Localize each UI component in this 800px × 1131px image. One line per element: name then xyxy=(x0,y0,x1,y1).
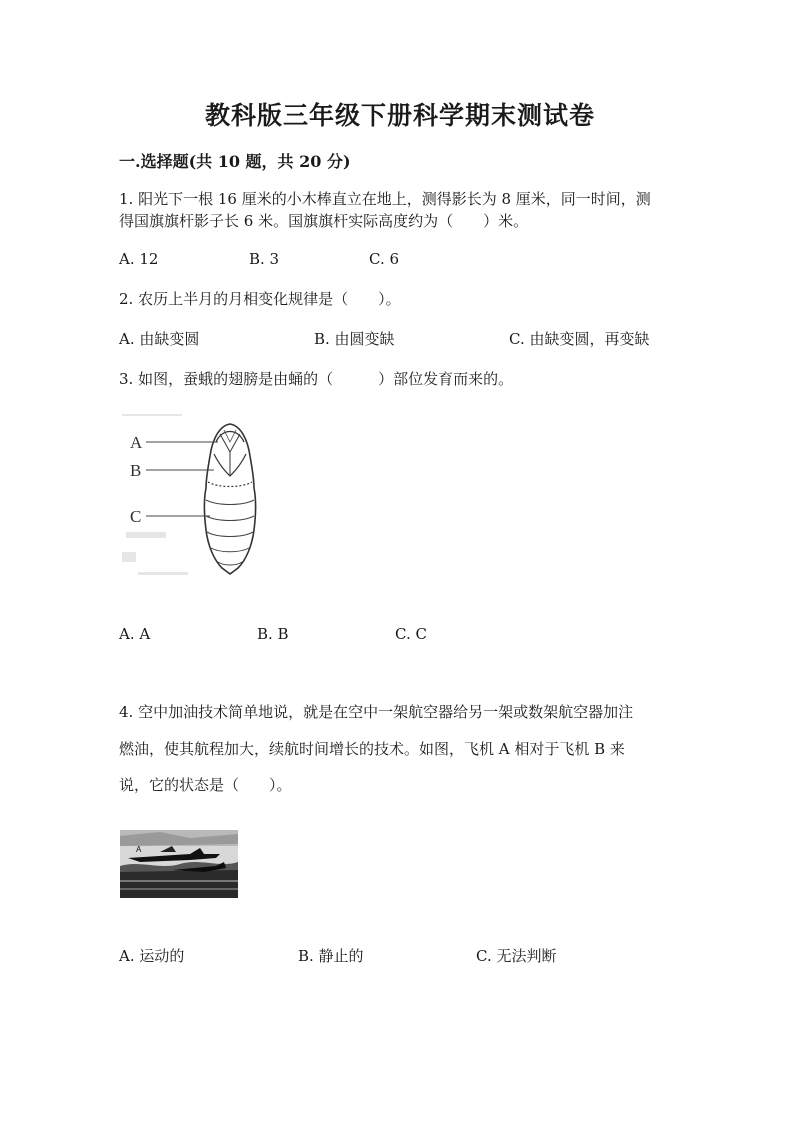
silkworm-pupa-figure xyxy=(118,412,288,584)
question-1-option-a: A. 12 xyxy=(119,250,159,268)
question-1-text-line-2: 得国旗旗杆影子长 6 米。国旗旗杆实际高度约为（ ）米。 xyxy=(119,212,529,230)
section-heading: 一.选择题(共 10 题，共 20 分) xyxy=(119,152,351,171)
question-2-text: 2. 农历上半月的月相变化规律是（ ）。 xyxy=(119,290,401,308)
question-1-text-line-1: 1. 阳光下一根 16 厘米的小木棒直立在地上，测得影长为 8 厘米，同一时间，测 xyxy=(119,190,651,208)
question-1-option-b: B. 3 xyxy=(249,250,280,268)
question-1-option-c: C. 6 xyxy=(369,250,400,268)
question-2-option-b: B. 由圆变缺 xyxy=(314,330,395,348)
question-4-text-line-2: 燃油，使其航程加大，续航时间增长的技术。如图，飞机 A 相对于飞机 B 来 xyxy=(119,740,625,758)
page-title: 教科版三年级下册科学期末测试卷 xyxy=(204,101,595,130)
question-4-option-c: C. 无法判断 xyxy=(476,947,557,965)
figure-label-b: B xyxy=(130,461,142,480)
question-2-option-c: C. 由缺变圆，再变缺 xyxy=(509,330,650,348)
figure-label-c: C xyxy=(130,507,142,526)
refueling-aircraft-photo xyxy=(120,830,238,898)
question-2-option-a: A. 由缺变圆 xyxy=(119,330,200,348)
question-4-option-b: B. 静止的 xyxy=(298,947,364,965)
question-3-option-a: A. A xyxy=(119,625,151,643)
question-4-text-line-3: 说，它的状态是（ ）。 xyxy=(119,776,292,794)
figure-label-a: A xyxy=(130,433,143,452)
question-4-option-a: A. 运动的 xyxy=(119,947,185,965)
figure-plane-label-a: A xyxy=(136,845,142,854)
question-4-text-line-1: 4. 空中加油技术简单地说，就是在空中一架航空器给另一架或数架航空器加注 xyxy=(119,703,634,721)
question-3-text: 3. 如图，蚕蛾的翅膀是由蛹的（ ）部位发育而来的。 xyxy=(119,370,514,388)
question-3-option-c: C. C xyxy=(395,625,427,643)
question-3-option-b: B. B xyxy=(257,625,289,643)
